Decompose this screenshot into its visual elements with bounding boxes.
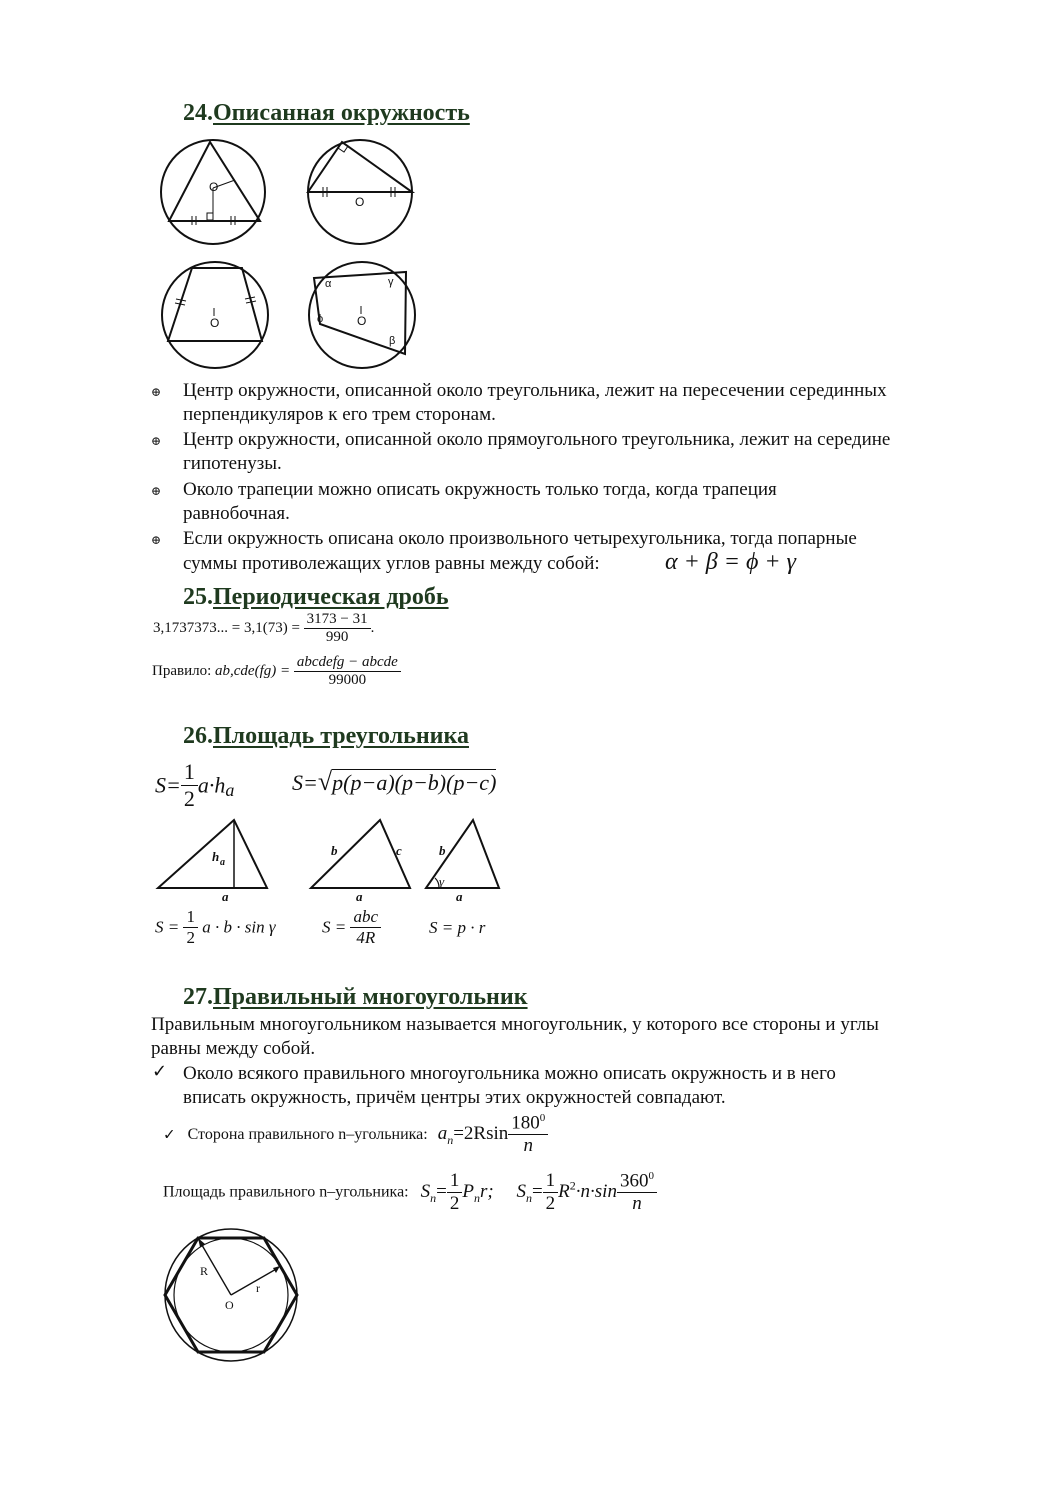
tri2-a-label: a bbox=[356, 889, 363, 904]
area2-sup: 2 bbox=[569, 1178, 576, 1193]
section-24-figures bbox=[150, 135, 430, 375]
heron-formula bbox=[292, 767, 496, 797]
tri3-b-label: b bbox=[439, 843, 446, 858]
bullet-1-line-2: перпендикуляров к его трем сторонам. bbox=[183, 404, 496, 425]
periodic-example-denominator: 990 bbox=[325, 629, 349, 645]
section-24-heading bbox=[183, 100, 470, 127]
periodic-rule-left: ab,cde(fg) = bbox=[215, 663, 291, 679]
periodic-example-numerator: 3173 − 31 bbox=[304, 611, 371, 629]
bullet-marker: ⊕ bbox=[151, 385, 162, 399]
section-27-title: Правильный многоугольник bbox=[213, 984, 528, 1010]
area1-fraction bbox=[447, 1170, 463, 1215]
f1-denominator: 2 bbox=[183, 786, 195, 811]
area-formula-base-height bbox=[155, 759, 234, 812]
fig1-center-label: O bbox=[209, 180, 219, 194]
angle-sum-formula: α + β = ϕ + γ bbox=[665, 549, 797, 575]
section-26-triangles bbox=[150, 812, 510, 904]
hex-R-label: R bbox=[200, 1264, 209, 1278]
area2-denominator: 2 bbox=[545, 1193, 556, 1215]
f3-s: S = bbox=[155, 917, 180, 937]
f3-denominator: 2 bbox=[186, 928, 195, 947]
circumscribed-right-triangle-figure bbox=[308, 140, 412, 244]
section-26-number: 26. bbox=[183, 723, 213, 749]
area1-p: P bbox=[462, 1181, 474, 1203]
periodic-rule-numerator: abcdefg − abcde bbox=[294, 654, 401, 672]
side-fraction bbox=[508, 1112, 548, 1157]
side-mid: =2Rsin bbox=[453, 1123, 509, 1145]
area-formula-sine bbox=[155, 907, 276, 948]
section-25-number: 25. bbox=[183, 584, 213, 610]
area1-numerator: 1 bbox=[447, 1170, 463, 1193]
regular-hexagon-figure bbox=[158, 1228, 308, 1362]
f4-numerator: abc bbox=[350, 907, 381, 928]
area-formula-row bbox=[163, 1170, 657, 1215]
tri1-h-sub-label: a bbox=[220, 857, 225, 868]
tri2-b-label: b bbox=[331, 843, 338, 858]
tri1-h-label: h bbox=[212, 849, 220, 864]
side-numerator-sup: 0 bbox=[539, 1112, 546, 1124]
property-line-2: вписать окружность, причём центры этих окружностей совпадают. bbox=[183, 1087, 726, 1108]
f4-fraction bbox=[350, 907, 381, 948]
check-icon: ✓ bbox=[163, 1125, 176, 1144]
hex-O-label: O bbox=[225, 1298, 234, 1312]
f1-rest: a·h bbox=[197, 772, 226, 798]
area1-sub: n bbox=[430, 1190, 437, 1205]
area-formula-2 bbox=[516, 1170, 657, 1215]
f1-numerator: 1 bbox=[181, 759, 198, 786]
periodic-rule-denominator: 99000 bbox=[328, 672, 367, 688]
hex-r-label: r bbox=[256, 1281, 260, 1295]
area2-sin-numerator-wrap bbox=[617, 1170, 657, 1193]
bullet-3-line-2: равнобочная. bbox=[183, 503, 290, 524]
alpha-label: α bbox=[325, 278, 332, 290]
property-line-1: Около всякого правильного многоугольника можно описать окружность и в него bbox=[183, 1063, 836, 1084]
area2-sin-fraction bbox=[617, 1170, 657, 1215]
area2-sin-denominator: n bbox=[632, 1193, 642, 1215]
bullet-marker: ⊕ bbox=[151, 533, 162, 547]
periodic-rule-label: Правило: bbox=[152, 663, 212, 679]
f1-sub: a bbox=[225, 779, 235, 800]
definition-line-1: Правильным многоугольником называется многоугольник, у которого все стороны и углы bbox=[151, 1014, 879, 1035]
area2-sub: n bbox=[525, 1190, 532, 1205]
area2-tail: ·n·sin bbox=[575, 1181, 617, 1203]
side-numerator-wrap bbox=[508, 1112, 548, 1135]
periodic-rule-fraction bbox=[294, 654, 401, 689]
area2-lhs: S bbox=[516, 1181, 526, 1203]
area-formula-circumradius bbox=[322, 907, 381, 948]
section-27-number: 27. bbox=[183, 984, 213, 1010]
area2-sin-numerator-sup: 0 bbox=[648, 1170, 654, 1182]
bullet-3-line-1: Около трапеции можно описать окружность только тогда, когда трапеция bbox=[183, 479, 777, 500]
definition-line-2: равны между собой. bbox=[151, 1038, 316, 1059]
tri2-c-label: c bbox=[396, 843, 402, 858]
area2-mid: R bbox=[558, 1181, 570, 1203]
bullet-4-line-2: суммы противолежащих углов равны между собой: bbox=[183, 553, 600, 574]
fig4-center-label: O bbox=[357, 314, 367, 328]
f4-s: S = bbox=[322, 917, 347, 937]
bullet-4-line-1: Если окружность описана около произвольного четырехугольника, тогда попарные bbox=[183, 528, 857, 549]
gamma-label: γ bbox=[388, 276, 394, 288]
tri1-a-label: a bbox=[222, 889, 229, 904]
fig2-center-label: O bbox=[355, 195, 365, 209]
area1-lhs: S bbox=[420, 1181, 431, 1203]
phi-label: ϕ bbox=[317, 313, 324, 325]
section-25-heading bbox=[183, 584, 449, 611]
bullet-marker: ⊕ bbox=[151, 434, 162, 448]
area2-numerator: 1 bbox=[543, 1170, 559, 1193]
side-label: Сторона правильного n–угольника: bbox=[187, 1125, 428, 1143]
check-icon: ✓ bbox=[152, 1061, 168, 1082]
area-formula-inradius: S = p · r bbox=[429, 918, 486, 937]
bullet-2-line-1: Центр окружности, описанной около прямоугольного треугольника, лежит на середине bbox=[183, 429, 891, 450]
f3-rest: a · b · sin γ bbox=[202, 917, 276, 937]
f4-denominator: 4R bbox=[356, 928, 376, 947]
area1-denominator: 2 bbox=[449, 1193, 460, 1215]
area1-tail: r; bbox=[479, 1181, 494, 1203]
f2-s: S= bbox=[292, 770, 318, 795]
section-26-heading bbox=[183, 723, 469, 750]
bullet-2-line-2: гипотенузы. bbox=[183, 453, 282, 474]
section-24-number: 24. bbox=[183, 100, 213, 126]
side-lhs: a bbox=[437, 1123, 448, 1145]
triangle-angle bbox=[426, 820, 499, 888]
periodic-example-fraction bbox=[304, 611, 371, 646]
fig3-center-label: O bbox=[210, 316, 220, 330]
f1-s: S= bbox=[155, 772, 181, 798]
f3-fraction bbox=[183, 907, 198, 948]
sqrt-sign: √ bbox=[317, 767, 333, 796]
section-25-title: Периодическая дробь bbox=[213, 584, 449, 610]
periodic-rule bbox=[152, 654, 401, 689]
area-formula-1 bbox=[420, 1170, 499, 1215]
bullet-1-line-1: Центр окружности, описанной около треугольника, лежит на пересечении серединных bbox=[183, 380, 887, 401]
periodic-example-left: 3,1737373... = 3,1(73) = bbox=[153, 620, 300, 636]
area1-eq: = bbox=[436, 1181, 447, 1203]
bullet-marker: ⊕ bbox=[151, 484, 162, 498]
side-lhs-sub: n bbox=[447, 1132, 454, 1147]
beta-label: β bbox=[389, 335, 396, 347]
area1-psub: n bbox=[473, 1190, 480, 1205]
section-27-heading bbox=[183, 984, 528, 1011]
f2-radicand: p(p−a)(p−b)(p−c) bbox=[332, 770, 497, 795]
side-formula bbox=[437, 1112, 549, 1157]
tri3-gamma-label: γ bbox=[439, 874, 445, 889]
f1-fraction bbox=[181, 759, 198, 812]
area-label: Площадь правильного n–угольника: bbox=[163, 1183, 409, 1201]
area2-eq: = bbox=[531, 1181, 543, 1203]
area2-sin-numerator: 360 bbox=[619, 1170, 649, 1192]
circumscribed-trapezoid-figure bbox=[162, 262, 268, 368]
side-denominator: n bbox=[523, 1135, 534, 1157]
area2-fraction bbox=[543, 1170, 559, 1215]
periodic-example bbox=[153, 611, 374, 646]
side-formula-row bbox=[163, 1112, 548, 1157]
section-24-title: Описанная окружность bbox=[213, 100, 470, 126]
tri3-a-label: a bbox=[456, 889, 463, 904]
side-numerator: 180 bbox=[511, 1112, 540, 1134]
section-26-title: Площадь треугольника bbox=[213, 723, 469, 749]
f3-numerator: 1 bbox=[183, 907, 198, 928]
periodic-example-dot: . bbox=[370, 620, 375, 636]
